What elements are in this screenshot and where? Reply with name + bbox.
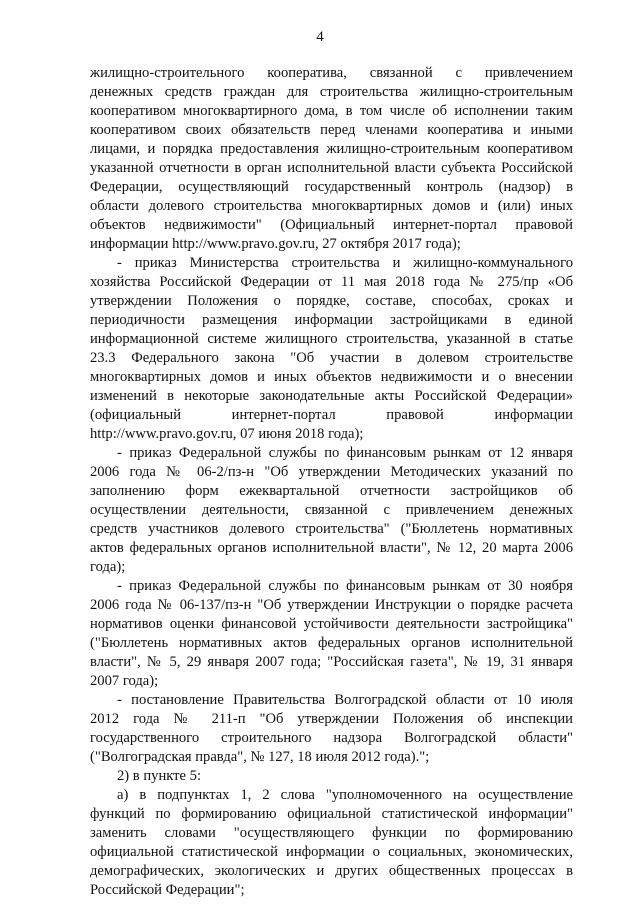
text-line: информации http://www.pravo.gov.ru, 27 октября 2017 года); — [90, 236, 461, 252]
text-line: заполнению форм ежеквартальной отчетности застройщиков об — [90, 483, 573, 499]
text-line: денежных средств граждан для строительства жилищно-строительным — [90, 84, 573, 100]
text-line: - постановление Правительства Волгоградской области от 10 июля — [117, 692, 573, 708]
text-line: 2007 года); — [90, 673, 159, 689]
page-number: 4 — [316, 29, 324, 45]
text-line: http://www.pravo.gov.ru, 07 июня 2018 года); — [90, 426, 364, 442]
text-line: нормативов оценки финансовой устойчивости деятельности застройщика" — [90, 616, 573, 632]
text-line: периодичности размещения информации застройщиками в единой — [90, 312, 573, 328]
text-line: информационной системе жилищного строительства, указанной в статье — [90, 331, 573, 347]
text-line: 2006 года № 06-2/пз-н "Об утверждении Методических указаний по — [90, 464, 573, 480]
text-line: кооперативом своих обязательств перед членами кооператива и иными — [90, 122, 573, 138]
text-line: государственного строительного надзора Волгоградской области" — [90, 730, 573, 746]
text-line: осуществлении деятельности, связанной с привлечением денежных — [90, 502, 573, 518]
text-line: области долевого строительства многоквартирных домов и (или) иных — [90, 198, 573, 214]
text-line: объектов недвижимости" (Официальный интернет-портал правовой — [90, 217, 573, 233]
text-line: ("Бюллетень нормативных актов федеральных органов исполнительной — [90, 635, 573, 651]
text-line: актов федеральных органов исполнительной власти", № 12, 20 марта 2006 — [90, 540, 573, 556]
text-line: официальной статистической информации о социальных, экономических, — [90, 844, 573, 860]
text-line: ("Волгоградская правда", № 127, 18 июля 2012 года)."; — [90, 749, 430, 765]
text-line: года); — [90, 559, 126, 575]
text-line: власти", № 5, 29 января 2007 года; "Российская газета", № 19, 31 января — [90, 654, 573, 670]
text-line: 2006 года № 06-137/пз-н "Об утверждении Инструкции о порядке расчета — [90, 597, 573, 613]
text-line: а) в подпунктах 1, 2 слова "уполномоченного на осуществление — [117, 787, 573, 803]
text-line: - приказ Федеральной службы по финансовым рынкам от 12 января — [117, 445, 573, 461]
text-line: лицами, и порядка предоставления жилищно-строительным кооперативом — [90, 141, 573, 157]
text-line: 2) в пункте 5: — [117, 768, 202, 784]
text-line: утверждении Положения о порядке, составе, способах, сроках и — [90, 293, 573, 309]
text-line: указанной отчетности в орган исполнительной власти субъекта Российской — [90, 160, 573, 176]
text-line: - приказ Федеральной службы по финансовым рынкам от 30 ноября — [117, 578, 573, 594]
text-line: 2012 года № 211-п "Об утверждении Положения об инспекции — [90, 711, 573, 727]
text-line: Российской Федерации"; — [90, 882, 245, 898]
text-line: кооперативом многоквартирного дома, в том числе об исполнении таким — [90, 103, 573, 119]
text-line: (официальный интернет-портал правовой информации — [90, 407, 573, 423]
text-line: заменить словами "осуществляющего функции по формированию — [90, 825, 573, 841]
text-line: жилищно-строительного кооператива, связанной с привлечением — [90, 65, 573, 81]
text-line: - приказ Министерства строительства и жилищно-коммунального — [117, 255, 573, 271]
text-line: функций по формированию официальной статистической информации" — [90, 806, 573, 822]
text-line: демографических, экологических и других общественных процессах в — [90, 863, 573, 879]
text-line: многоквартирных домов и иных объектов недвижимости и о внесении — [90, 369, 573, 385]
text-line: Федерации, осуществляющий государственный контроль (надзор) в — [90, 179, 573, 195]
text-line: 23.3 Федерального закона "Об участии в долевом строительстве — [90, 350, 573, 366]
text-line: хозяйства Российской Федерации от 11 мая 2018 года № 275/пр «Об — [90, 274, 573, 290]
text-line: изменений в некоторые законодательные акты Российской Федерации» — [90, 388, 573, 404]
text-line: средств участников долевого строительства" ("Бюллетень нормативных — [90, 521, 573, 537]
